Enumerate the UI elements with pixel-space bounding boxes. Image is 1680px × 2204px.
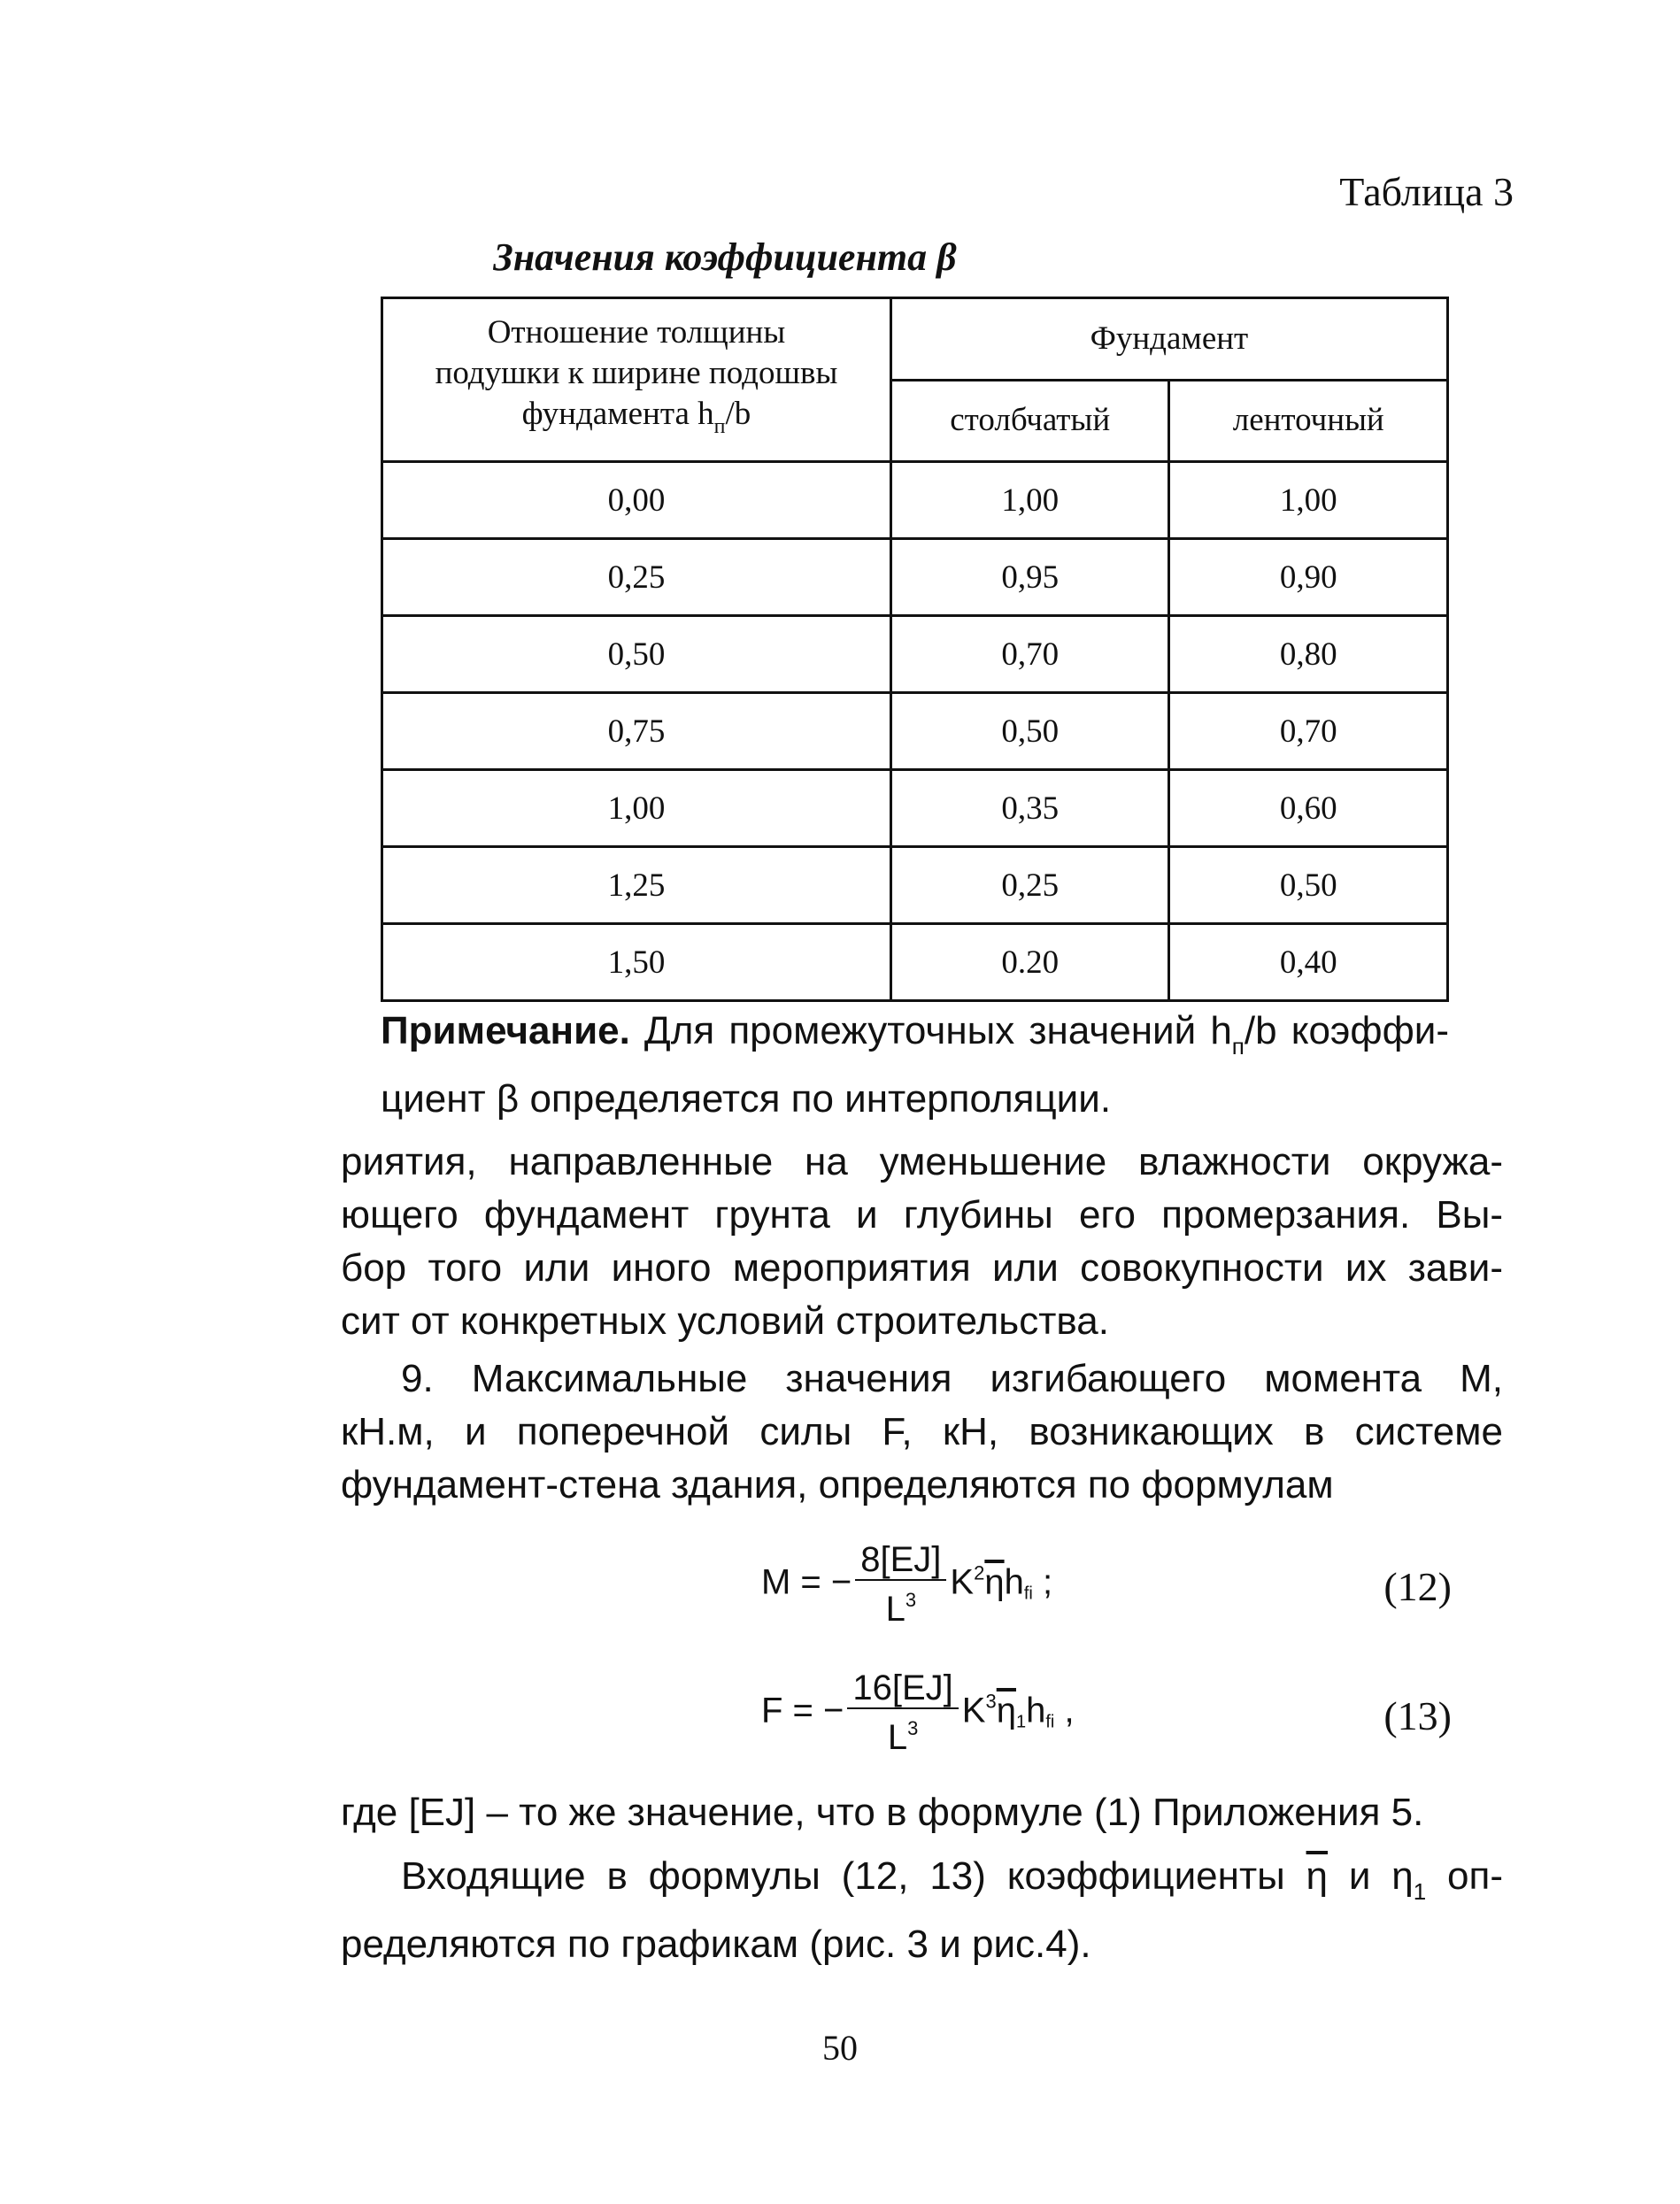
paragraph-line: Входящие в формулы (12, 13) коэффициенты $\overline{\eta}$ и $\eta_1$ оп- xyxy=(401,1854,1503,1905)
paragraph-line: 9. Максимальные значения изгибающего момента М, xyxy=(401,1357,1503,1400)
table-row xyxy=(382,462,1448,539)
paragraph-line: бор того или иного мероприятия или совокупности их зави- xyxy=(341,1246,1503,1290)
formula-13-tail-sup: 3 xyxy=(985,1690,997,1713)
cell-ratio: 0,00 xyxy=(382,462,891,539)
paragraph-line: риятия, направленные на уменьшение влажности окружа- xyxy=(341,1140,1503,1183)
formula-12-numerator: 8[EJ] xyxy=(855,1540,946,1581)
cell-ratio: 1,50 xyxy=(382,924,891,1001)
cell-ratio: 0,50 xyxy=(382,616,891,693)
paragraph-3 xyxy=(341,1786,1503,1839)
table-number: Таблица 3 xyxy=(1339,169,1514,214)
note-sub: п xyxy=(1231,1033,1245,1060)
cell-strip: 1,00 xyxy=(1169,462,1448,539)
cell-strip: 0,70 xyxy=(1169,693,1448,770)
page-number: 50 xyxy=(822,2028,858,2068)
cell-strip: 0,90 xyxy=(1169,539,1448,616)
cell-strip: 0,80 xyxy=(1169,616,1448,693)
table-row xyxy=(382,847,1448,924)
formula-12-fraction xyxy=(855,1540,946,1629)
paragraph-4 xyxy=(341,1850,1503,1971)
note-line-1 xyxy=(381,1005,1449,1073)
table-row xyxy=(382,616,1448,693)
cell-ratio: 1,00 xyxy=(382,770,891,847)
header-ratio-tail: /b xyxy=(725,396,751,432)
formula-13-number: (13) xyxy=(1383,1693,1452,1738)
paragraph-line: фундамент-стена здания, определяются по формулам xyxy=(341,1463,1334,1507)
table-title xyxy=(0,235,1680,280)
note-text-a: Для промежуточных значений h xyxy=(629,1009,1232,1052)
formula-13-end: , xyxy=(1054,1691,1075,1730)
beta-coefficient-table xyxy=(381,297,1449,1002)
formula-13 xyxy=(761,1668,1075,1757)
formula-12-eta: $\overline{\eta}$ xyxy=(984,1562,1005,1602)
formula-12-number: (12) xyxy=(1383,1564,1452,1609)
table-row xyxy=(382,924,1448,1001)
formula-12-tail-sup: 2 xyxy=(974,1561,985,1584)
formula-12-h-sub: fi xyxy=(1023,1584,1033,1604)
header-ratio xyxy=(382,298,891,462)
cell-strip: 0,40 xyxy=(1169,924,1448,1001)
cell-strip: 0,60 xyxy=(1169,770,1448,847)
cell-strip: 0,50 xyxy=(1169,847,1448,924)
table-note xyxy=(381,1005,1449,1126)
cell-ratio: 0,25 xyxy=(382,539,891,616)
header-ratio-sub: п xyxy=(713,415,726,438)
paragraph-line: где [EJ] – то же значение, что в формуле (1) Приложения 5. xyxy=(341,1791,1424,1834)
note-text-b: /b коэффи- xyxy=(1244,1009,1449,1052)
note-line-2: циент β определяется по интерполяции. xyxy=(381,1077,1112,1121)
cell-columnar: 0,95 xyxy=(890,539,1169,616)
header-ratio-line2: подушки к ширине подошвы xyxy=(435,355,838,391)
cell-columnar: 0,50 xyxy=(890,693,1169,770)
table-row xyxy=(382,539,1448,616)
cell-columnar: 0,35 xyxy=(890,770,1169,847)
table-title-text: Значения коэффициента β xyxy=(493,235,957,279)
table-header-row xyxy=(382,298,1448,381)
table-row xyxy=(382,770,1448,847)
eta-bar-symbol: $\overline{\eta}$ xyxy=(1306,1854,1329,1898)
paragraph-line: кН.м, и поперечной силы F, кН, возникающих в системе xyxy=(341,1410,1503,1453)
paragraph-1 xyxy=(341,1136,1503,1348)
formula-13-numerator: 16[EJ] xyxy=(847,1668,958,1709)
header-columnar: столбчатый xyxy=(890,380,1169,462)
formula-12-denominator: $L^3$ xyxy=(885,1589,917,1629)
formula-13-denominator: $L^3$ xyxy=(887,1717,919,1757)
cell-columnar: 1,00 xyxy=(890,462,1169,539)
formula-13-eta: $\overline{\eta}$ xyxy=(996,1691,1016,1730)
cell-columnar: 0,25 xyxy=(890,847,1169,924)
paragraph-2 xyxy=(341,1352,1503,1512)
paragraph-line: ющего фундамент грунта и глубины его промерзания. Вы- xyxy=(341,1193,1503,1237)
formula-12-tail: K xyxy=(950,1562,975,1602)
table-row xyxy=(382,693,1448,770)
formula-12-lhs: M = − xyxy=(761,1562,852,1602)
formula-12-end: ; xyxy=(1032,1562,1053,1602)
eta-sub: 1 xyxy=(1413,1878,1427,1905)
formula-12-h: h xyxy=(1004,1562,1024,1602)
formula-13-h-sub: fi xyxy=(1045,1712,1055,1732)
header-ratio-line3: фундамента h xyxy=(521,396,714,432)
cell-columnar: 0.20 xyxy=(890,924,1169,1001)
formula-13-h: h xyxy=(1026,1691,1046,1730)
cell-ratio: 1,25 xyxy=(382,847,891,924)
cell-columnar: 0,70 xyxy=(890,616,1169,693)
formula-12 xyxy=(761,1540,1052,1629)
cell-ratio: 0,75 xyxy=(382,693,891,770)
formula-13-tail: K xyxy=(961,1691,986,1730)
formula-13-eta-sub: 1 xyxy=(1015,1712,1027,1732)
header-strip: ленточный xyxy=(1169,380,1448,462)
formula-13-lhs: F = − xyxy=(761,1691,844,1730)
formula-13-fraction xyxy=(847,1668,958,1757)
header-foundation: Фундамент xyxy=(890,298,1447,381)
paragraph-line: ределяются по графикам (рис. 3 и рис.4). xyxy=(341,1923,1091,1966)
header-ratio-line1: Отношение толщины xyxy=(487,314,786,351)
note-label: Примечание. xyxy=(381,1009,630,1052)
paragraph-line: сит от конкретных условий строительства. xyxy=(341,1299,1109,1343)
